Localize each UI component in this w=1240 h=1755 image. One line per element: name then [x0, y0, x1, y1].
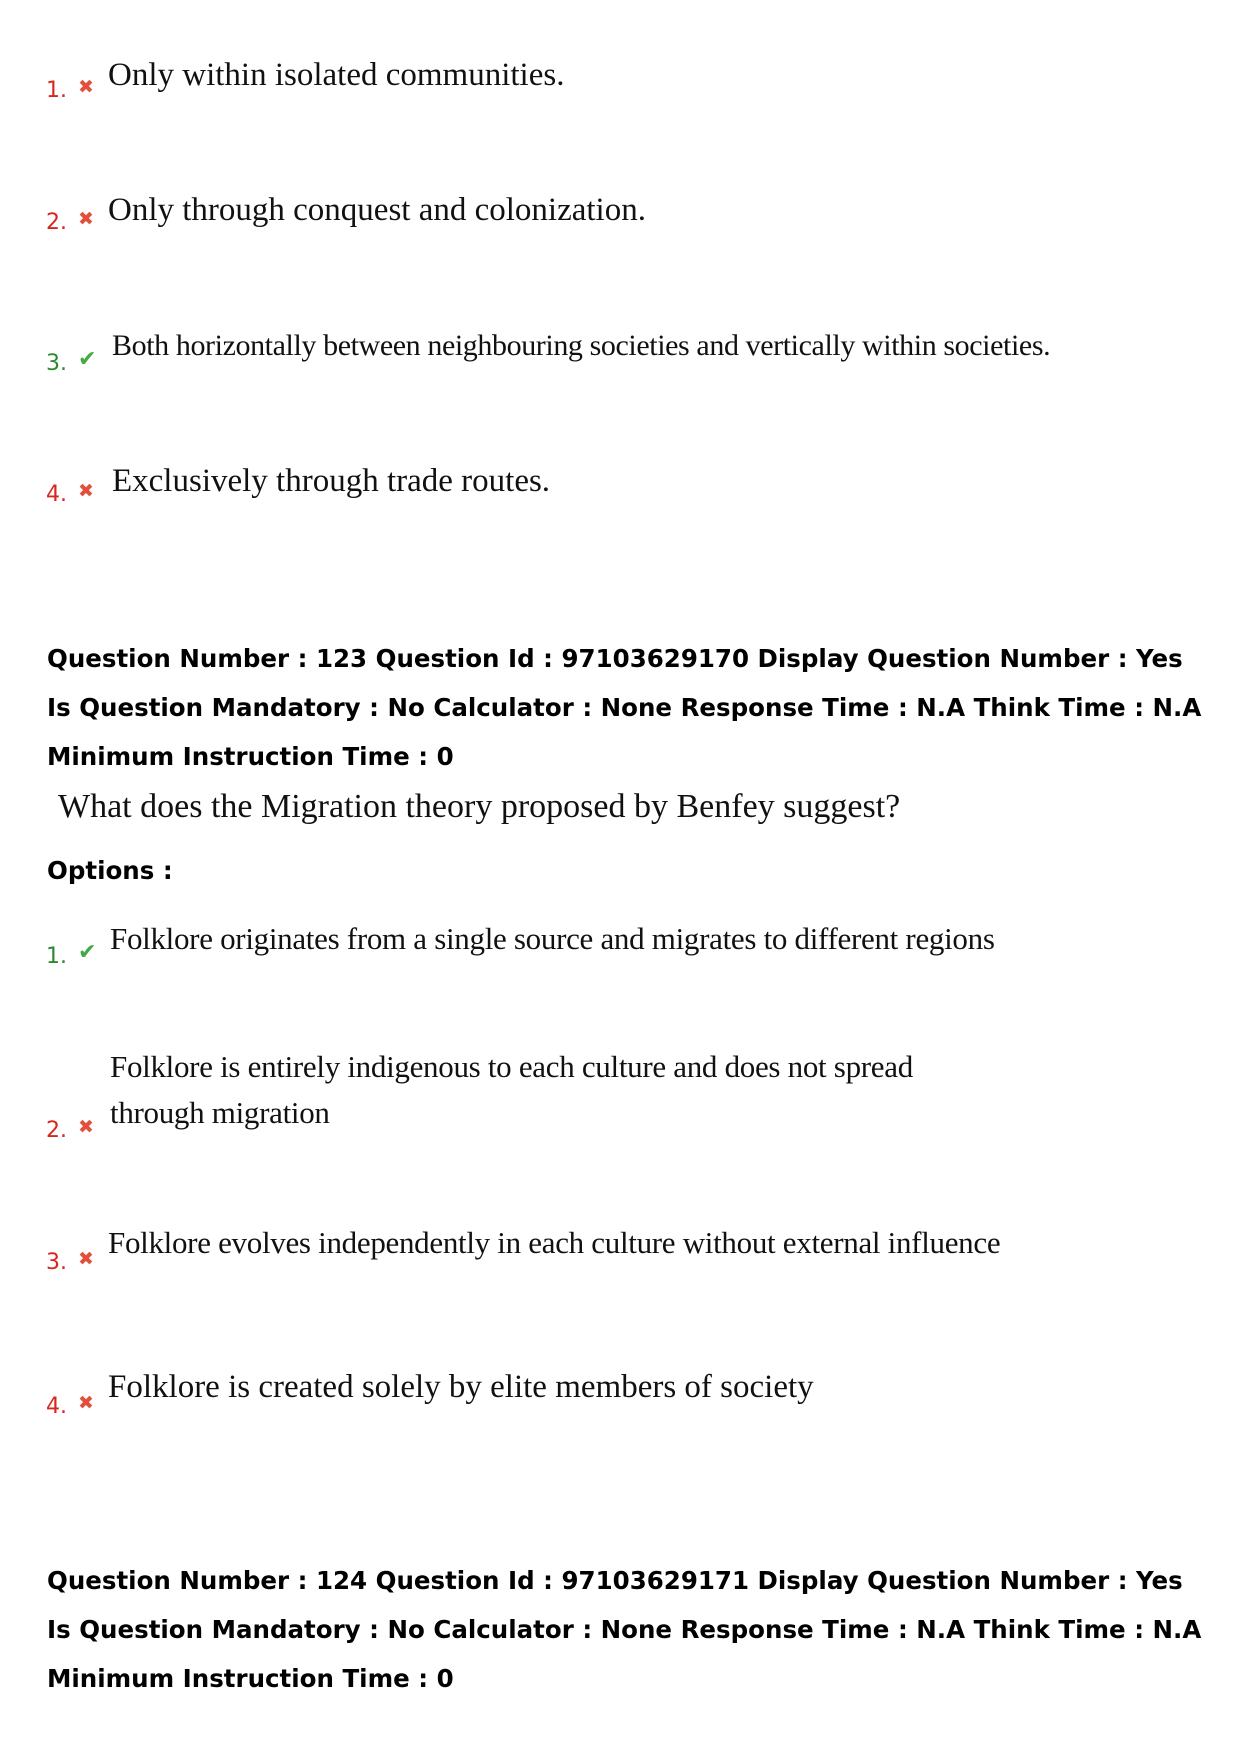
option-number: 2. [46, 210, 67, 235]
option-text: Folklore evolves independently in each culture without external influence [108, 1225, 1001, 1260]
option-text: Exclusively through trade routes. [112, 463, 551, 499]
option-number: 4. [46, 1394, 67, 1419]
option-text: Only through conquest and colonization. [108, 192, 646, 228]
question-text: What does the Migration theory proposed by Benfey suggest? [58, 788, 901, 825]
option-number: 1. [46, 944, 67, 969]
options-label: Options : [47, 856, 173, 885]
option-number: 1. [46, 78, 67, 103]
cross-icon: ✖ [78, 1116, 94, 1138]
option-text: Both horizontally between neighbouring societies and vertically within societies. [112, 329, 1051, 362]
option-number: 3. [46, 351, 67, 376]
option-text: Folklore is created solely by elite members of society [108, 1369, 814, 1405]
option-text: Folklore is entirely indigenous to each culture and does not spread through migration [110, 1049, 913, 1130]
question-meta: Question Number : 123 Question Id : 97103629170 Display Question Number : Yes Is Question Mandatory : No Calculator : None Response Time : N.A Think Time : N.A Minimum Instruction Time : 0 [47, 644, 1202, 771]
cross-icon: ✖ [78, 480, 94, 502]
option-text: Only within isolated communities. [108, 57, 565, 93]
option-number: 3. [46, 1250, 67, 1275]
cross-icon: ✖ [78, 208, 94, 230]
option-number: 4. [46, 482, 67, 507]
cross-icon: ✖ [78, 76, 94, 98]
question-meta: Question Number : 124 Question Id : 97103629171 Display Question Number : Yes Is Question Mandatory : No Calculator : None Response Time : N.A Think Time : N.A Minimum Instruction Time : 0 [47, 1566, 1202, 1693]
check-icon: ✔ [78, 347, 97, 372]
cross-icon: ✖ [78, 1392, 94, 1414]
check-icon: ✔ [78, 940, 97, 965]
option-number: 2. [46, 1118, 67, 1143]
option-text: Folklore originates from a single source and migrates to different regions [110, 921, 995, 956]
cross-icon: ✖ [78, 1248, 94, 1270]
